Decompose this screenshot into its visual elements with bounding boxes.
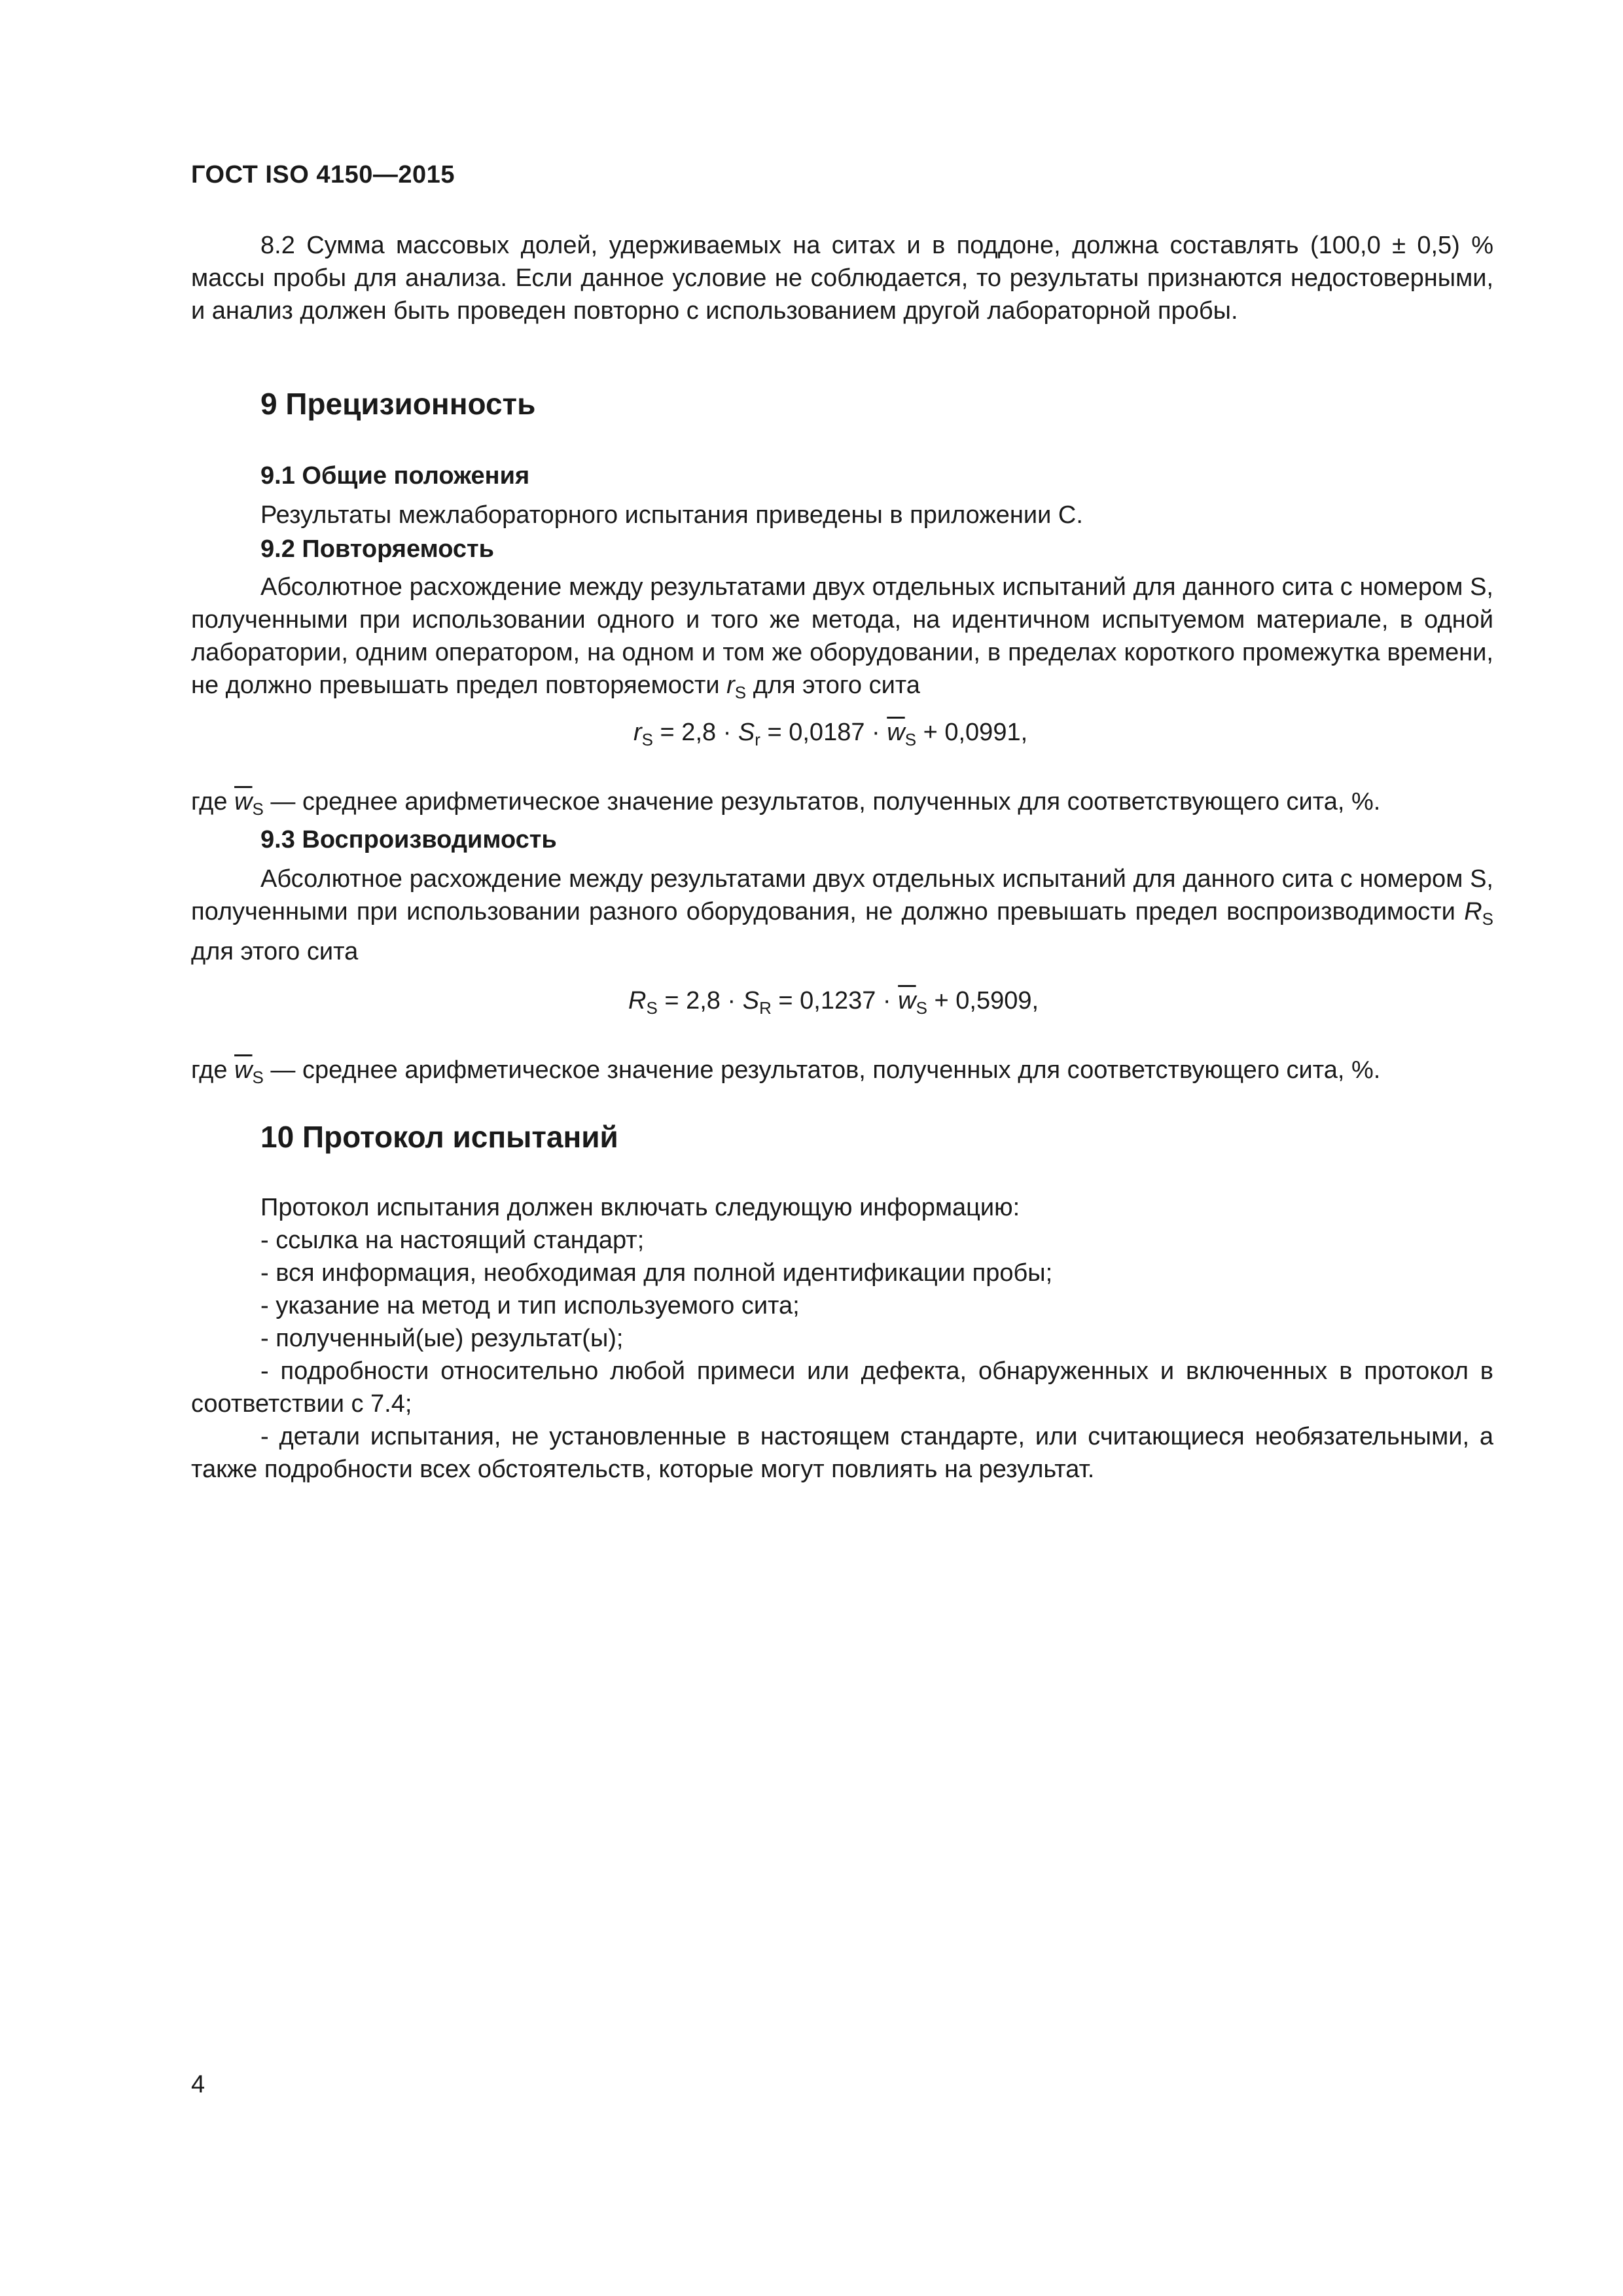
formula-1-eq: = 0,0187 ·: [760, 719, 887, 746]
formula-reproducibility: [628, 987, 1039, 1018]
formula-2-s-sub: R: [759, 998, 772, 1018]
section-9-2-title: 9.2 Повторяемость: [260, 535, 495, 563]
symbol-r-subscript: S: [734, 683, 747, 702]
section-9-2-tail: для этого сита: [753, 672, 920, 699]
section-9-2-text: [191, 571, 1493, 709]
where-1-pre: где: [191, 788, 235, 816]
section-9-3-title: 9.3 Воспроизводимость: [260, 826, 557, 853]
section-9-2-body: Абсолютное расхождение между результатами двух отдельных испытаний для данного сита с номером S, полученными при использовании одного и того же метода, на идентичном испытуемом материале, в одной лаборатории, одним оператором, на одном и том же оборудовании, в пределах короткого промежутка времени, не должно превышать предел повторяемости: [191, 573, 1493, 699]
document-header: ГОСТ ISO 4150—2015: [191, 161, 455, 188]
where-1: [191, 785, 1380, 825]
formula-1-lhs: r: [633, 719, 642, 746]
protocol-intro: Протокол испытания должен включать следующую информацию:: [260, 1194, 1020, 1221]
protocol-item-6: - детали испытания, не установленные в настоящем стандарте, или считающиеся необязательными, а также подробности всех обстоятельств, которые могут повлиять на результат.: [191, 1423, 1493, 1483]
formula-2-tail: + 0,5909,: [927, 987, 1039, 1014]
formula-2-lhs-sub: S: [646, 998, 658, 1018]
formula-1-s: S: [738, 719, 755, 746]
where-2-w: $\overline{w}$: [234, 1056, 253, 1084]
section-9-1-title: 9.1 Общие положения: [260, 462, 530, 490]
where-2-text: — среднее арифметическое значение результатов, полученных для соответствующего сита, %.: [263, 1056, 1381, 1084]
formula-2-s: S: [742, 987, 760, 1014]
formula-2-w: $\overline{w}$: [898, 987, 916, 1014]
formula-1-mid: = 2,8 ·: [653, 719, 738, 746]
where-2: [191, 1054, 1380, 1094]
section-9-3-text: [191, 863, 1493, 968]
protocol-item-5: - подробности относительно любой примеси или дефекта, обнаруженных и включенных в протокол в соответствии с 7.4;: [191, 1357, 1493, 1418]
where-1-text: — среднее арифметическое значение результатов, полученных для соответствующего сита, %.: [263, 788, 1381, 816]
formula-1-lhs-sub: S: [641, 730, 653, 749]
symbol-R: R: [1464, 898, 1482, 925]
formula-1-w: $\overline{w}$: [887, 719, 905, 746]
symbol-r: r: [726, 672, 735, 699]
protocol-item-3: - указание на метод и тип используемого сита;: [260, 1292, 800, 1319]
symbol-R-subscript: S: [1482, 909, 1493, 929]
where-1-sub: S: [252, 799, 264, 819]
section-9-3-body: Абсолютное расхождение между результатами двух отдельных испытаний для данного сита с номером S, полученными при использовании разного оборудования, не должно превышать предел воспроизводимости: [191, 865, 1493, 925]
formula-2-mid: = 2,8 ·: [657, 987, 743, 1014]
paragraph-8-2: 8.2 Сумма массовых долей, удерживаемых на ситах и в поддоне, должна составлять (100,0 ± 0,5) % массы пробы для анализа. Если данное условие не соблюдается, то результаты признаются недостоверными, и анализ должен быть проведен повторно с использованием другой лабораторной пробы.: [191, 232, 1493, 325]
formula-2-w-sub: S: [916, 998, 927, 1018]
page-number: 4: [191, 2071, 205, 2098]
where-2-pre: где: [191, 1056, 235, 1084]
section-9-title: 9 Прецизионность: [260, 387, 536, 421]
formula-2-eq: = 0,1237 ·: [771, 987, 899, 1014]
formula-1-tail: + 0,0991,: [916, 719, 1028, 746]
formula-repeatability: [633, 719, 1027, 750]
formula-2-lhs: R: [628, 987, 647, 1014]
section-10-title: 10 Протокол испытаний: [260, 1120, 618, 1154]
protocol-item-2: - вся информация, необходимая для полной идентификации пробы;: [260, 1259, 1053, 1287]
where-2-sub: S: [252, 1067, 264, 1087]
formula-1-s-sub: r: [755, 730, 760, 749]
section-9-3-tail: для этого сита: [191, 938, 359, 965]
protocol-item-4: - полученный(ые) результат(ы);: [260, 1325, 624, 1352]
where-1-w: $\overline{w}$: [234, 788, 253, 816]
section-9-1-text: Результаты межлабораторного испытания приведены в приложении С.: [260, 501, 1083, 529]
formula-1-w-sub: S: [904, 730, 917, 749]
protocol-item-1: - ссылка на настоящий стандарт;: [260, 1227, 645, 1254]
